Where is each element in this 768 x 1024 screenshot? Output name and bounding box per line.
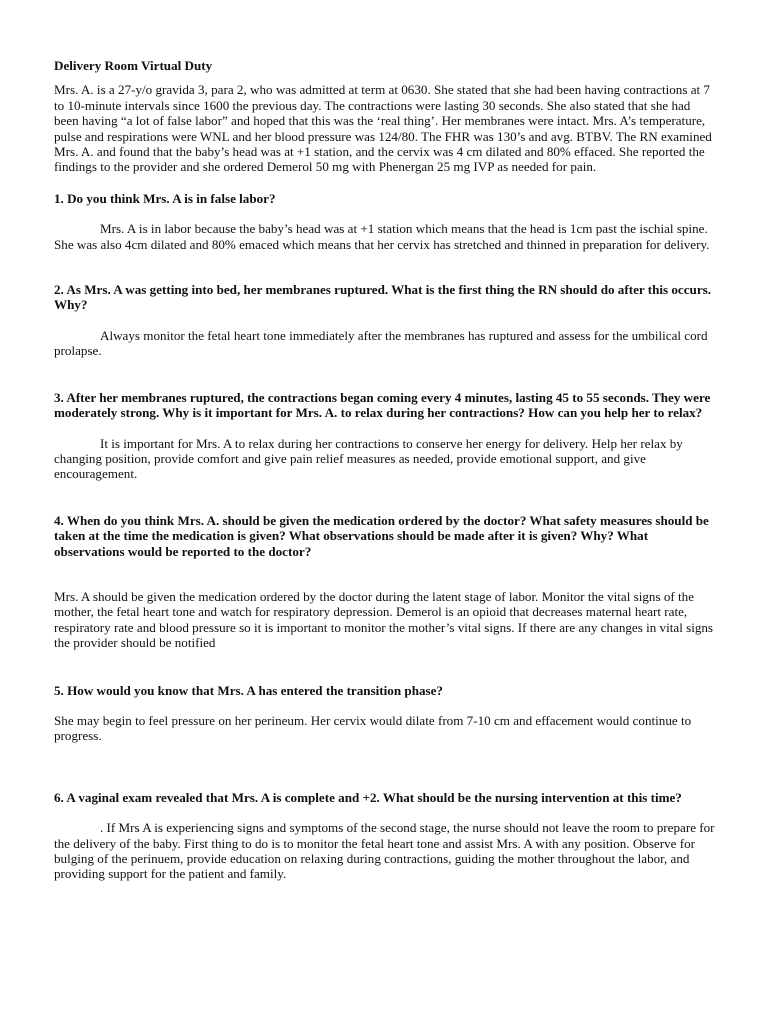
question-1: 1. Do you think Mrs. A is in false labor? bbox=[54, 190, 276, 206]
case-scenario-paragraph: Mrs. A. is a 27-y/o gravida 3, para 2, who was admitted at term at 0630. She stated that she had been having contractions at 7 to 10-minute intervals since 1600 the previous day. The contractions were lasting 30 seconds. She also stated that she had been having “a lot of false labor” and hoped that this was the ‘real thing’. Her membranes were intact. Mrs. A’s temperature, pulse and respirations were WNL and her blood pressure was 124/80. The FHR was 130’s and avg. BTBV. The RN examined Mrs. A. and found that the baby’s head was at +1 station, and the cervix was 4 cm dilated and 80% effaced. She reported the findings to the provider and she ordered Demerol 50 mg with Phenergan 25 mg IVP as needed for pain. bbox=[54, 82, 712, 175]
document-title: Delivery Room Virtual Duty bbox=[54, 58, 213, 73]
question-4: 4. When do you think Mrs. A. should be given the medication ordered by the doctor? What safety measures should be taken at the time the medication is given? What observations should be made after it is given? Why? What observations would be reported to the doctor? bbox=[54, 512, 709, 559]
question-3: 3. After her membranes ruptured, the contractions began coming every 4 minutes, lasting 45 to 55 seconds. They were moderately strong. Why is it important for Mrs. A. to relax during her contractions? How can you help her to relax? bbox=[54, 389, 711, 421]
answer-5: She may begin to feel pressure on her perineum. Her cervix would dilate from 7-10 cm and effacement would continue to progress. bbox=[54, 712, 692, 744]
answer-2: Always monitor the fetal heart tone immediately after the membranes has ruptured and assess for the umbilical cord prolapse. bbox=[54, 327, 708, 359]
document-page bbox=[54, 58, 716, 882]
answer-1: Mrs. A is in labor because the baby’s head was at +1 station which means that the head is 1cm past the ischial spine. She was also 4cm dilated and 80% emaced which means that her cervix has stretched and thinned in preparation for delivery. bbox=[54, 221, 710, 252]
answer-3: It is important for Mrs. A to relax during her contractions to conserve her energy for delivery. Help her relax by changing position, provide comfort and give pain relief measures as needed, provide emotional support, and give encouragement. bbox=[54, 435, 683, 482]
question-6: 6. A vaginal exam revealed that Mrs. A is complete and +2. What should be the nursing intervention at this time? bbox=[54, 789, 682, 805]
question-2: 2. As Mrs. A was getting into bed, her membranes ruptured. What is the first thing the RN should do after this occurs. Why? bbox=[54, 282, 712, 313]
question-5: 5. How would you know that Mrs. A has entered the transition phase? bbox=[54, 682, 443, 698]
answer-4: Mrs. A should be given the medication ordered by the doctor during the latent stage of labor. Monitor the vital signs of the mother, the fetal heart tone and watch for respiratory depression. Demerol is an opioid that decreases maternal heart rate, respiratory rate and blood pressure so it is important to monitor the mother’s vital signs. If there are any changes in vital signs the provider should be notified bbox=[54, 588, 714, 651]
answer-6: . If Mrs A is experiencing signs and symptoms of the second stage, the nurse should not leave the room to prepare for the delivery of the baby. First thing to do is to monitor the fetal heart tone and assist Mrs. A with any position. Observe for bulging of the perinuem, provide education on relaxing during contractions, guiding the mother throughout the labor, and providing support for the patient and family. bbox=[54, 820, 715, 882]
